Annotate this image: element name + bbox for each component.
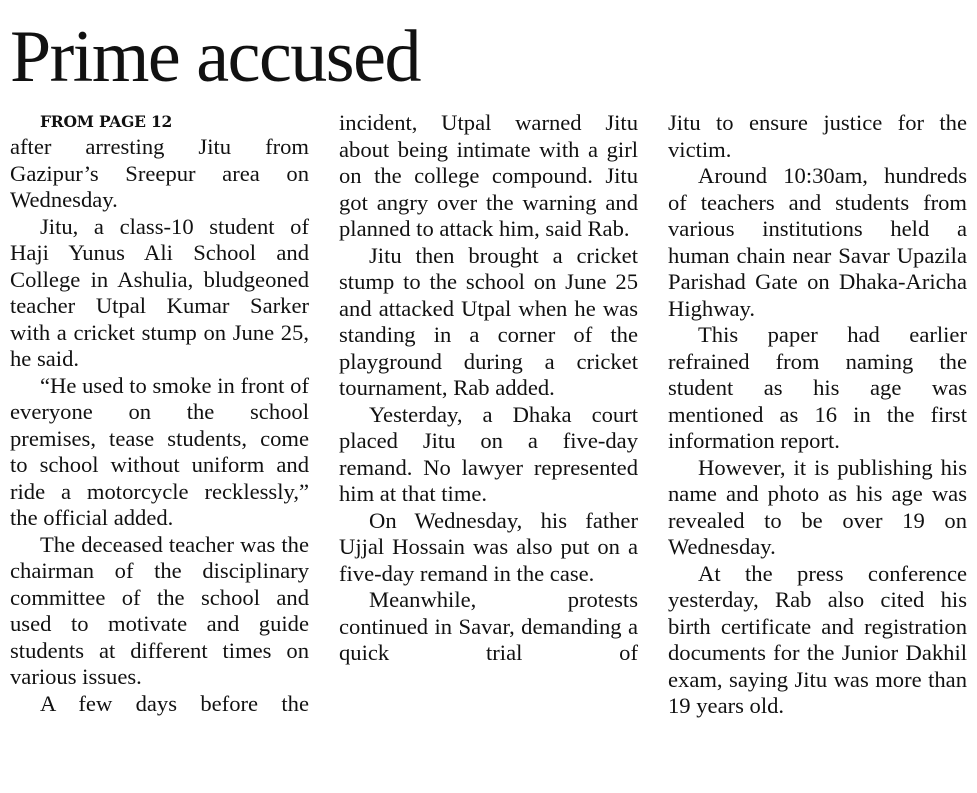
- paragraph: “He used to smoke in front of everyone on the school premises, tease students, come to school without uniform and ride a motorcycle recklessly,” the official added.: [10, 372, 309, 530]
- paragraph: Jitu, a class-10 student of Haji Yunus Ali School and College in Ashulia, bludgeoned teacher Utpal Kumar Sarker with a cricket stump on June 25, he said.: [10, 213, 309, 371]
- paragraph: Yesterday, a Dhaka court placed Jitu on a five-day remand. No lawyer represented him at that time.: [339, 401, 638, 506]
- paragraph: This paper had earlier refrained from naming the student as his age was mentioned as 16 in the first information report.: [668, 322, 967, 453]
- headline: Prime accused: [10, 16, 420, 98]
- article-column-3: [668, 110, 967, 720]
- article-column-2: [339, 110, 638, 667]
- paragraph: Around 10:30am, hundreds of teachers and students from various institutions held a human chain near Savar Upazila Parishad Gate on Dhaka-Aricha Highway.: [668, 163, 967, 321]
- paragraph: Jitu then brought a cricket stump to the school on June 25 and attacked Utpal when he was standing in a corner of the playground during a cricket tournament, Rab added.: [339, 242, 638, 400]
- paragraph: Jitu to ensure justice for the victim.: [668, 110, 967, 162]
- paragraph: incident, Utpal warned Jitu about being intimate with a girl on the college compound. Jitu got angry over the warning and planned to attack him, said Rab.: [339, 110, 638, 241]
- paragraph: On Wednesday, his father Ujjal Hossain was also put on a five-day remand in the case.: [339, 507, 638, 586]
- paragraph: However, it is publishing his name and photo as his age was revealed to be over 19 on Wednesday.: [668, 454, 967, 559]
- paragraph: after arresting Jitu from Gazipur’s Sreepur area on Wednesday.: [10, 134, 309, 212]
- article-column-1: [10, 110, 309, 717]
- paragraph: At the press conference yesterday, Rab also cited his birth certificate and registration documents for the Junior Dakhil exam, saying Jitu was more than 19 years old.: [668, 560, 967, 718]
- paragraph: Meanwhile, protests continued in Savar, demanding a quick trial of: [339, 587, 638, 665]
- paragraph: The deceased teacher was the chairman of the disciplinary committee of the school and used to motivate and guide students at different times on various issues.: [10, 531, 309, 689]
- paragraph: A few days before the: [40, 690, 309, 716]
- continued-from-label: FROM PAGE 12: [40, 112, 173, 131]
